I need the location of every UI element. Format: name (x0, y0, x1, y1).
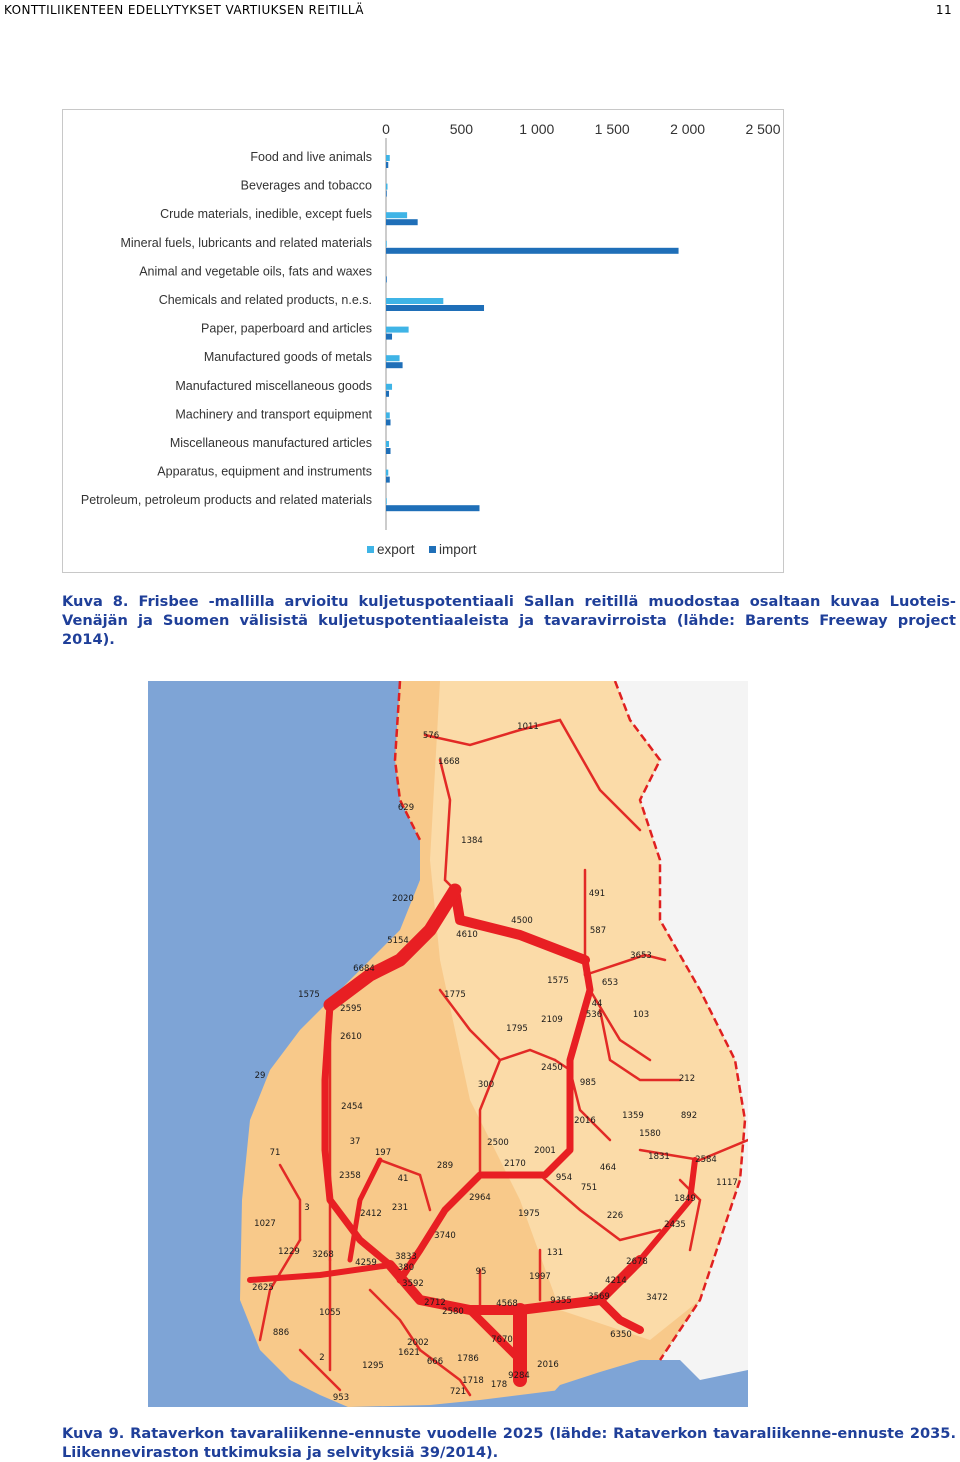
flow-label: 2020 (392, 894, 414, 904)
flow-label: 197 (374, 1148, 392, 1158)
category-label: Paper, paperboard and articles (201, 321, 372, 336)
flow-label: 2016 (537, 1360, 559, 1370)
flow-label: 751 (580, 1183, 598, 1193)
bar-export (386, 327, 409, 333)
flow-label: 953 (332, 1393, 350, 1403)
flow-label: 231 (391, 1203, 409, 1213)
flow-label: 4610 (456, 930, 478, 940)
flow-label: 6684 (353, 964, 375, 974)
flow-label: 2109 (541, 1015, 563, 1025)
flow-label: 1775 (444, 990, 466, 1000)
bar-export (386, 241, 387, 247)
bar-import (386, 276, 387, 282)
flow-label: 4259 (355, 1258, 377, 1268)
bar-import (386, 219, 418, 225)
flow-label: 2580 (442, 1307, 464, 1317)
flow-label: 491 (588, 889, 606, 899)
bar-import (386, 162, 388, 168)
flow-label: 289 (436, 1161, 454, 1171)
flow-label: 7670 (491, 1335, 513, 1345)
x-tick-label: 2 000 (670, 121, 706, 137)
x-tick-label: 2 500 (745, 121, 781, 137)
flow-label: 464 (599, 1163, 617, 1173)
flow-label: 380 (397, 1263, 415, 1273)
flow-label: 629 (397, 803, 415, 813)
flow-label: 37 (349, 1137, 361, 1147)
bar-export (386, 470, 388, 476)
flow-label: 1997 (529, 1272, 551, 1282)
flow-label: 9355 (550, 1296, 572, 1306)
flow-label: 1831 (648, 1152, 670, 1162)
bar-export (386, 498, 387, 504)
category-label: Machinery and transport equipment (175, 407, 372, 422)
x-tick-label: 500 (449, 121, 474, 137)
bar-export (386, 384, 392, 390)
flow-label: 2712 (424, 1298, 446, 1308)
flow-label: 71 (269, 1148, 281, 1158)
x-tick-label: 0 (382, 121, 390, 137)
legend-swatch (367, 546, 374, 553)
flow-label: 2170 (504, 1159, 526, 1169)
flow-label: 576 (422, 731, 440, 741)
flow-label: 3472 (646, 1293, 668, 1303)
trade-bar-chart (62, 109, 784, 573)
flow-label: 1117 (716, 1178, 738, 1188)
flow-label: 1295 (362, 1361, 384, 1371)
x-tick-label: 1 500 (594, 121, 630, 137)
flow-label: 2625 (252, 1283, 274, 1293)
flow-label: 1055 (319, 1308, 341, 1318)
flow-label: 44 (591, 999, 603, 1009)
flow-label: 1849 (674, 1194, 696, 1204)
flow-label: 1668 (438, 757, 460, 767)
category-label: Animal and vegetable oils, fats and waxes (139, 264, 372, 279)
flow-label: 29 (254, 1071, 266, 1081)
flow-label: 2001 (534, 1146, 556, 1156)
flow-label: 985 (579, 1078, 597, 1088)
category-label: Beverages and tobacco (240, 178, 372, 193)
category-label: Mineral fuels, lubricants and related materials (120, 235, 372, 250)
flow-label: 1027 (254, 1219, 276, 1229)
flow-label: 3592 (402, 1279, 424, 1289)
bar-import (386, 448, 391, 454)
bar-import (386, 362, 403, 368)
flow-label: 2002 (407, 1338, 429, 1348)
flow-label: 95 (475, 1267, 487, 1277)
flow-label: 226 (606, 1211, 624, 1221)
category-label: Chemicals and related products, n.e.s. (158, 293, 372, 307)
bar-export (386, 184, 388, 190)
flow-label: 212 (678, 1074, 696, 1084)
flow-label: 2500 (487, 1138, 509, 1148)
legend-swatch (429, 546, 436, 553)
flow-label: 9284 (508, 1371, 530, 1381)
bar-import (386, 505, 479, 511)
flow-label: 1575 (547, 976, 569, 986)
bar-import (386, 191, 387, 197)
flow-label: 1718 (462, 1376, 484, 1386)
flow-label: 886 (272, 1328, 290, 1338)
flow-label: 2610 (340, 1032, 362, 1042)
flow-label: 3268 (312, 1250, 334, 1260)
flow-label: 2584 (695, 1155, 717, 1165)
flow-label: 1975 (518, 1209, 540, 1219)
figure-9-caption-text: Kuva 9. Rataverkon tavaraliikenne-ennuste vuodelle 2025 (lähde: Rataverkon tavaraliikenne-ennuste 2035. Liikenneviraston tutkimuksia ja selvityksiä 39/2014). (62, 1425, 956, 1461)
x-tick-label: 1 000 (519, 121, 555, 137)
bar-export (386, 212, 407, 218)
flow-label: 6350 (610, 1330, 632, 1340)
flow-label: 1795 (506, 1024, 528, 1034)
bar-import (386, 248, 679, 254)
legend-label: export (377, 542, 415, 557)
page-number: 11 (935, 3, 952, 17)
flow-label: 2595 (340, 1004, 362, 1014)
bar-export (386, 441, 389, 447)
bar-export (386, 155, 390, 161)
flow-label: 1384 (461, 836, 483, 846)
flow-label: 3833 (395, 1252, 417, 1262)
flow-label: 2435 (664, 1220, 686, 1230)
flow-label: 653 (601, 978, 619, 988)
flow-label: 2016 (574, 1116, 596, 1126)
flow-label: 3740 (434, 1231, 456, 1241)
flow-label: 587 (589, 926, 607, 936)
bar-export (386, 298, 443, 304)
bar-export (386, 355, 400, 361)
flow-label: 721 (449, 1387, 467, 1397)
flow-label: 131 (546, 1248, 564, 1258)
bar-import (386, 419, 391, 425)
category-label: Petroleum, petroleum products and related materials (80, 493, 372, 508)
category-label: Manufactured miscellaneous goods (175, 378, 372, 393)
flow-label: 2 (319, 1353, 325, 1363)
flow-label: 536 (585, 1010, 603, 1020)
flow-label: 300 (477, 1080, 495, 1090)
flow-label: 178 (490, 1380, 508, 1390)
rail-freight-map (148, 681, 748, 1407)
flow-label: 4568 (496, 1299, 518, 1309)
flow-label: 5154 (387, 936, 409, 946)
flow-label: 1575 (298, 990, 320, 1000)
flow-label: 1011 (517, 722, 539, 732)
flow-label: 954 (555, 1173, 573, 1183)
flow-label: 103 (632, 1010, 650, 1020)
legend-label: import (439, 542, 477, 557)
category-label: Apparatus, equipment and instruments (157, 464, 372, 479)
flow-label: 4500 (511, 916, 533, 926)
flow-label: 41 (397, 1174, 409, 1184)
figure-8-caption-text: Kuva 8. Frisbee -mallilla arvioitu kuljetuspotentiaali Sallan reitillä muodostaa osaltaan kuvaa Luoteis-Venäjän ja Suomen välisistä kuljetuspotentiaaleista ja tavaravirroista (lähde: Barents Freeway project 2014). (62, 593, 956, 648)
flow-label: 2450 (541, 1063, 563, 1073)
flow-label: 3653 (630, 951, 652, 961)
map-svg (148, 681, 748, 1407)
header-title: KONTTILIIKENTEEN EDELLYTYKSET VARTIUKSEN REITILLÄ (4, 3, 364, 17)
flow-label: 1786 (457, 1354, 479, 1364)
bar-import (386, 305, 484, 311)
category-label: Crude materials, inedible, except fuels (160, 207, 372, 222)
figure-9-caption (62, 1424, 956, 1462)
flow-label: 3 (304, 1203, 310, 1213)
flow-label: 3569 (588, 1292, 610, 1302)
flow-label: 892 (680, 1111, 698, 1121)
flow-label: 2678 (626, 1257, 648, 1267)
chart-svg (63, 110, 783, 572)
flow-label: 1229 (278, 1247, 300, 1257)
category-label: Manufactured goods of metals (203, 350, 372, 365)
flow-label: 1621 (398, 1348, 420, 1358)
flow-label: 2412 (360, 1209, 382, 1219)
flow-label: 2358 (339, 1171, 361, 1181)
bar-import (386, 334, 392, 340)
bar-import (386, 391, 389, 397)
flow-label: 1359 (622, 1111, 644, 1121)
category-label: Miscellaneous manufactured articles (169, 436, 372, 450)
category-label: Food and live animals (250, 150, 372, 164)
flow-label: 2964 (469, 1193, 491, 1203)
bar-export (386, 412, 390, 418)
flow-label: 2454 (341, 1102, 363, 1112)
bar-import (386, 477, 390, 483)
flow-label: 666 (426, 1357, 444, 1367)
figure-8-caption (62, 592, 956, 649)
flow-label: 4214 (605, 1276, 627, 1286)
flow-label: 1580 (639, 1129, 661, 1139)
